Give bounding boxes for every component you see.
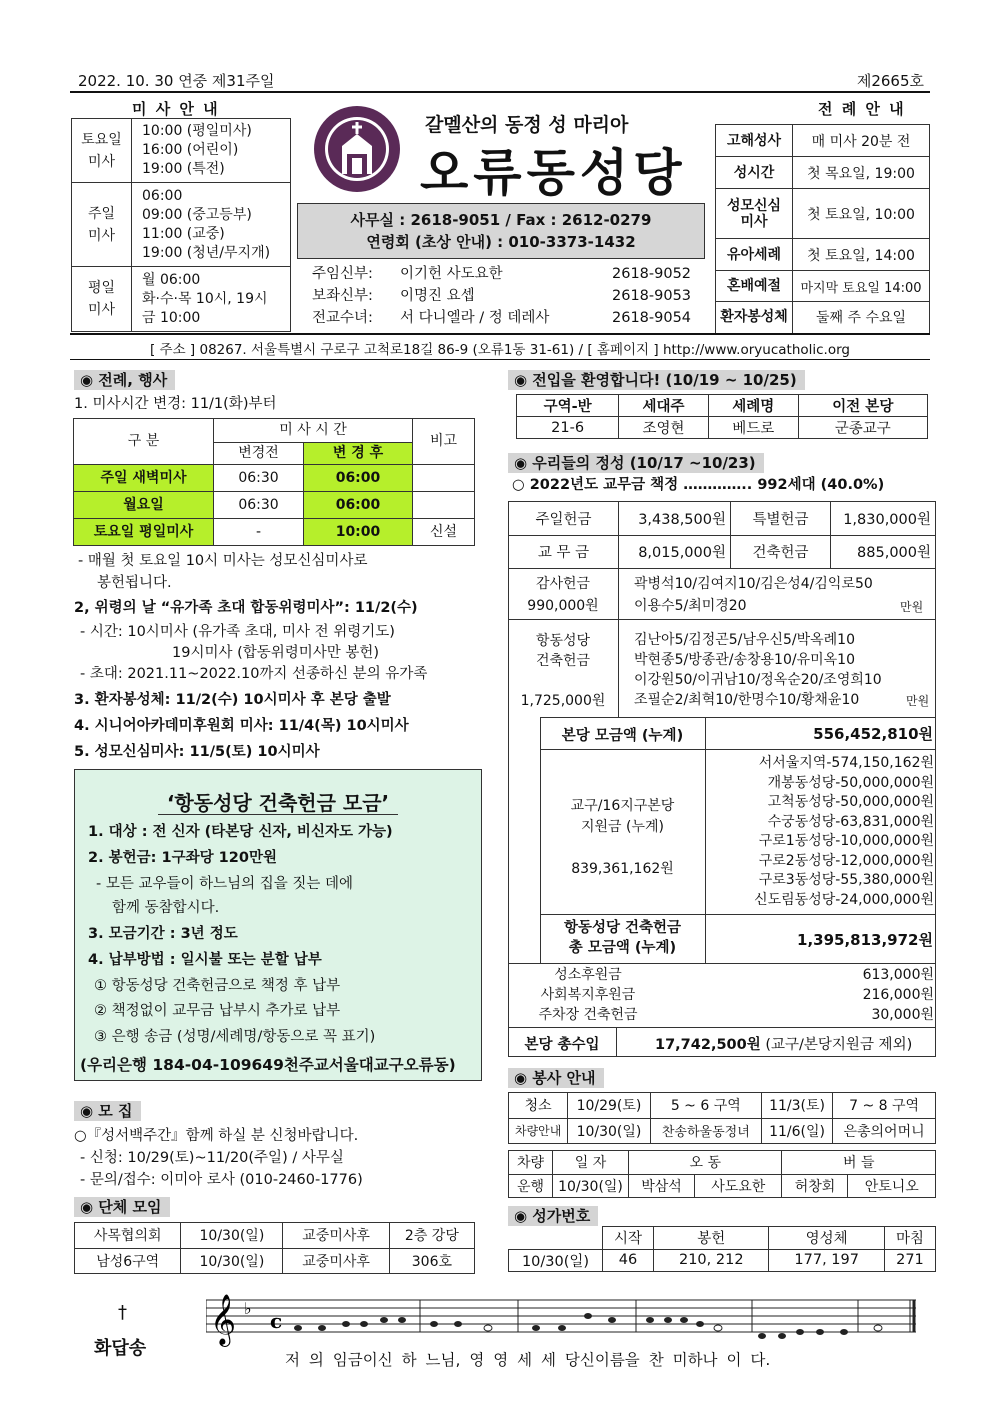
fund-line: 함께 동참합시다. <box>112 900 220 916</box>
fund-line: ② 책정없이 교무금 납부시 추가로 납부 <box>94 1003 341 1019</box>
fund-title-underline <box>158 814 398 815</box>
thanks-names: 곽병석10/김여지10/김은성4/김익로50 이용수5/최미경20 <box>634 576 873 614</box>
mass-times: 월 06:00 화·수·목 10시, 19시 금 10:00 <box>132 267 291 332</box>
svg-text:𝄞: 𝄞 <box>210 1294 237 1345</box>
events-heading: ◉ 전례, 행사 <box>74 370 175 390</box>
events-item1: 1. 미사시간 변경: 11/1(화)부터 <box>74 396 277 412</box>
hang-unit: 만원 <box>906 694 930 708</box>
hymn-heading: ◉ 성가번호 <box>508 1206 598 1226</box>
address-line[interactable]: [ 주소 ] 08267. 서울특별시 구로구 고척로18길 86-9 (오류1동 31-61) / [ 홈페이지 ] http://www.oryucatholic.org <box>149 342 850 358</box>
psalm-lyrics: 저 의 임금이신 하 느님, 영 영 세 세 당신이름을 찬 미하나 이 다. <box>285 1351 771 1369</box>
events-item2-time: 19시미사 (합동위령미사만 봉헌) <box>172 645 380 661</box>
staff-row: 보좌신부: 이명진 요셉 2618-9053 <box>312 288 692 304</box>
fund-line: - 모든 교우들이 하느님의 집을 짓는 데에 <box>96 876 353 892</box>
psalm-staff <box>206 1290 918 1348</box>
mass-label: 주일 미사 <box>72 183 132 267</box>
support-list: 서서울지역-574,150,162원 개봉동성당-50,000,000원 고척동성당-50,000,000원 수궁동성당-63,831,000원 구로1동성당-10,000,000원 구로2동성당-12,000,000원 구로3동성당-55,380,000원 신도림동성당-24,000,000원 <box>754 755 934 908</box>
offering-note: ○ 2022년도 교무금 책정 ………….. 992세대 (40.0%) <box>512 477 885 493</box>
liturgy-heading: 전 례 안 내 <box>818 100 906 118</box>
events-item5: 5. 성모신심미사: 11/5(토) 10시미사 <box>74 744 320 760</box>
issue-number: 제2665호 <box>856 72 924 90</box>
groups-table: 사목협의회 10/30(일) 교중미사후 2층 강당 남성6구역 10/30(일) 교중미사후 306호 <box>74 1222 475 1274</box>
offering-heading: ◉ 우리들의 정성 (10/17 ~10/23) <box>508 453 764 473</box>
issue-date: 2022. 10. 30 연중 제31주일 <box>78 72 275 90</box>
welcome-heading: ◉ 전입을 환영합니다! (10/19 ~ 10/25) <box>508 370 805 390</box>
fund-line: 2. 봉헌금: 1구좌당 120만원 <box>88 850 277 866</box>
total-label: 본당 모금액 (누계) <box>561 728 684 744</box>
header-title: 오류동성당 <box>420 144 687 202</box>
svg-text:♭: ♭ <box>244 1299 252 1318</box>
header-subtitle: 갈멜산의 동정 성 마리아 <box>425 114 629 136</box>
total-value: 556,452,810원 <box>813 725 933 743</box>
thanks-unit: 만원 <box>900 600 924 614</box>
vehicle-table: 차량 일 자 오 동 버 들 운행 10/30(일) 박삼석 사도요한 허창회 안토니오 <box>508 1150 936 1198</box>
offering-summary: 주일헌금 3,438,500원 특별헌금 1,830,000원 교 무 금 8,015,000원 건축헌금 885,000원 <box>508 501 936 569</box>
misc-divider <box>508 963 936 964</box>
service-table: 청소 10/29(토) 5 ~ 6 구역 11/3(토) 7 ~ 8 구역 차량안내 10/30(일) 찬송하울동정녀 11/6(일) 은총의어머니 <box>508 1092 936 1144</box>
church-logo <box>312 104 402 194</box>
misc-values: 613,000원 216,000원 30,000원 <box>862 967 934 1023</box>
income-row: 17,742,500원 (교구/본당지원금 제외) <box>655 1037 913 1053</box>
hang-label: 항동성당 건축헌금 1,725,000원 <box>520 633 606 709</box>
mass-heading: 미 사 안 내 <box>132 100 220 118</box>
cumulative-divider <box>540 749 936 750</box>
recruit-line: - 문의/접수: 이미아 로사 (010-2460-1776) <box>80 1172 363 1188</box>
welcome-table: 구역-반 세대주 세례명 이전 본당 21-6 조영현 베드로 군종교구 <box>516 394 928 439</box>
income-divider <box>616 1027 617 1057</box>
liturgy-table: 고해성사 매 미사 20분 전 성시간 첫 목요일, 19:00 성모신심 미사 첫 토요일, 10:00 유아세례 첫 토요일, 14:00 혼배예절 마지막 토요일 14:00 환자봉성체 둘째 주 수요일 <box>715 124 930 334</box>
mass-times: 10:00 (평일미사) 16:00 (어린이) 19:00 (특전) <box>132 119 291 183</box>
recruit-line: - 신청: 10/29(토)~11/20(주일) / 사무실 <box>80 1150 344 1166</box>
hang-names: 김난아5/김정곤5/남우신5/박옥례10 박현종5/방종관/송창용10/유미옥10 이강원50/이귀남10/정옥순20/조영희10 조필순2/최혁10/한명수10/황채윤10 <box>634 632 882 708</box>
address-rule-bottom <box>70 359 930 360</box>
office-line: 사무실 : 2618-9051 / Fax : 2612-0279 <box>350 211 652 229</box>
income-label: 본당 총수입 <box>524 1037 600 1053</box>
mass-times: 06:00 09:00 (중고등부) 11:00 (교중) 19:00 (청년/무지개) <box>132 183 291 267</box>
events-item3: 3. 환자봉성체: 11/2(수) 10시미사 후 본당 출발 <box>74 692 391 708</box>
svg-text:c: c <box>270 1309 283 1333</box>
schedule-change-table: 구 분 미 사 시 간 비고 변경전 변 경 후 주일 새벽미사 06:30 06:00 월요일 06:30 06:00 토요일 평일미사 - 10:00 신설 <box>73 418 475 546</box>
staff-row: 주임신부: 이기헌 사도요한 2618-9052 <box>312 266 692 282</box>
service-heading: ◉ 봉사 안내 <box>508 1068 604 1088</box>
events-item2-invite: - 초대: 2021.11~2022.10까지 선종하신 분의 유가족 <box>80 666 428 682</box>
yeonryeong-line: 연령회 (초상 안내) : 010-3373-1432 <box>366 233 636 251</box>
fund-line: 1. 대상 : 전 신자 (타본당 신자, 비신자도 가능) <box>88 824 393 840</box>
events-item2-time: - 시간: 10시미사 (유가족 초대, 미사 전 위령기도) <box>80 624 395 640</box>
offering-divider <box>508 619 936 620</box>
fund-title: ‘항동성당 건축헌금 모금’ <box>166 791 390 815</box>
mass-label: 토요일 미사 <box>72 119 132 183</box>
fund-line: 4. 납부방법 : 일시불 또는 분할 납부 <box>88 952 322 968</box>
events-note: - 매월 첫 토요일 10시 미사는 성모신심미사로 <box>78 553 368 569</box>
fund-line: ① 항동성당 건축헌금으로 책정 후 납부 <box>94 978 341 994</box>
income-divider <box>508 1027 936 1028</box>
fund-bank: (우리은행 184-04-109649천주교서울대교구오류동) <box>80 1056 456 1074</box>
cumulative-divider <box>540 914 936 915</box>
header-rule <box>70 91 930 93</box>
recruit-line: ○『성서백주간』함께 하실 분 신청바랍니다. <box>74 1128 359 1144</box>
hymn-table: 시작 봉헌 영성체 마침 10/30(일) 46 210, 212 177, 197 271 <box>508 1226 936 1272</box>
psalm-label: 화답송 <box>94 1338 147 1359</box>
fund-line: 3. 모금기간 : 3년 정도 <box>88 926 238 942</box>
psalm-cross: † <box>118 1302 127 1323</box>
grand-value: 1,395,813,972원 <box>797 931 933 949</box>
recruit-heading: ◉ 모 집 <box>74 1101 141 1121</box>
mass-label: 평일 미사 <box>72 267 132 332</box>
support-label: 교구/16지구본당 지원금 (누계) 839,361,162원 <box>570 798 675 877</box>
thanks-label: 감사헌금 990,000원 <box>527 576 599 614</box>
mass-table <box>71 118 291 332</box>
events-item2: 2, 위령의 날 “유가족 초대 합동위령미사”: 11/2(수) <box>74 600 418 616</box>
events-note: 봉헌됩니다. <box>97 575 172 591</box>
staff-list <box>312 263 702 329</box>
groups-heading: ◉ 단체 모임 <box>74 1197 170 1217</box>
offering-divider <box>618 569 619 717</box>
staff-row: 전교수녀: 서 다니엘라 / 정 데레사 2618-9054 <box>312 310 692 326</box>
events-item4: 4. 시니어아카데미후원회 미사: 11/4(목) 10시미사 <box>74 718 409 734</box>
address-rule-top <box>70 333 930 335</box>
misc-labels: 성소후원금 사회복지후원금 주차장 건축헌금 <box>538 967 638 1023</box>
grand-label: 항동성당 건축헌금 총 모금액 (누계) <box>563 920 682 956</box>
fund-line: ③ 은행 송금 (성명/세례명/항동으로 꼭 표기) <box>94 1029 376 1045</box>
